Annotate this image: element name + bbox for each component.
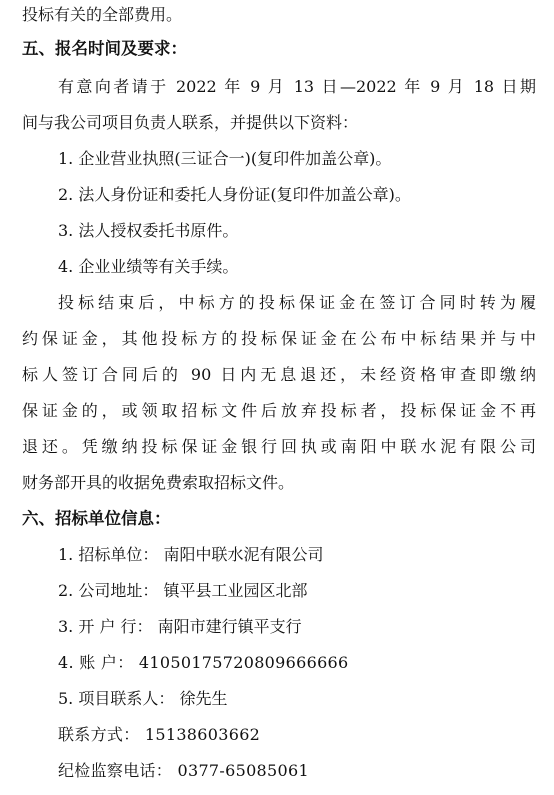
paragraph-deposit-line-2: 约保证金，其他投标方的投标保证金在公布中标结果并与中	[22, 329, 536, 348]
info-item-supervision-phone: 纪检监察电话： 0377-65085061	[58, 761, 309, 780]
info-item-contact-phone: 联系方式： 15138603662	[58, 725, 261, 744]
section-heading-registration: 五、报名时间及要求：	[22, 39, 187, 58]
info-item-bidder-unit: 1. 招标单位： 南阳中联水泥有限公司	[58, 545, 324, 564]
info-item-company-address: 2. 公司地址： 镇平县工业园区北部	[58, 581, 308, 600]
list-item-authorization: 3. 法人授权委托书原件。	[58, 221, 239, 240]
paragraph-deposit-line-3: 标人签订合同后的 90 日内无息退还，未经资格审查即缴纳	[22, 365, 536, 384]
text-line-fee-end: 投标有关的全部费用。	[22, 5, 183, 24]
info-item-contact-person: 5. 项目联系人： 徐先生	[58, 689, 228, 708]
info-item-account: 4. 账 户： 41050175720809666666	[58, 653, 349, 672]
paragraph-deposit-line-5: 退还。凭缴纳投标保证金银行回执或南阳中联水泥有限公司	[22, 437, 536, 456]
paragraph-registration-line-1: 有意向者请于 2022 年 9 月 13 日—2022 年 9 月 18 日期	[58, 77, 536, 96]
paragraph-deposit-line-1: 投标结束后，中标方的投标保证金在签订合同时转为履	[58, 293, 536, 312]
paragraph-deposit-line-6: 财务部开具的收据免费索取招标文件。	[22, 473, 295, 492]
paragraph-registration-line-2: 间与我公司项目负责人联系，并提供以下资料：	[22, 113, 359, 132]
list-item-id-cards: 2. 法人身份证和委托人身份证(复印件加盖公章)。	[58, 185, 411, 204]
paragraph-deposit-line-4: 保证金的，或领取招标文件后放弃投标者，投标保证金不再	[22, 401, 536, 420]
section-heading-bidder-info: 六、招标单位信息：	[22, 509, 171, 528]
list-item-business-license: 1. 企业营业执照(三证合一)(复印件加盖公章)。	[58, 149, 392, 168]
list-item-performance: 4. 企业业绩等有关手续。	[58, 257, 239, 276]
info-item-bank: 3. 开 户 行： 南阳市建行镇平支行	[58, 617, 302, 636]
